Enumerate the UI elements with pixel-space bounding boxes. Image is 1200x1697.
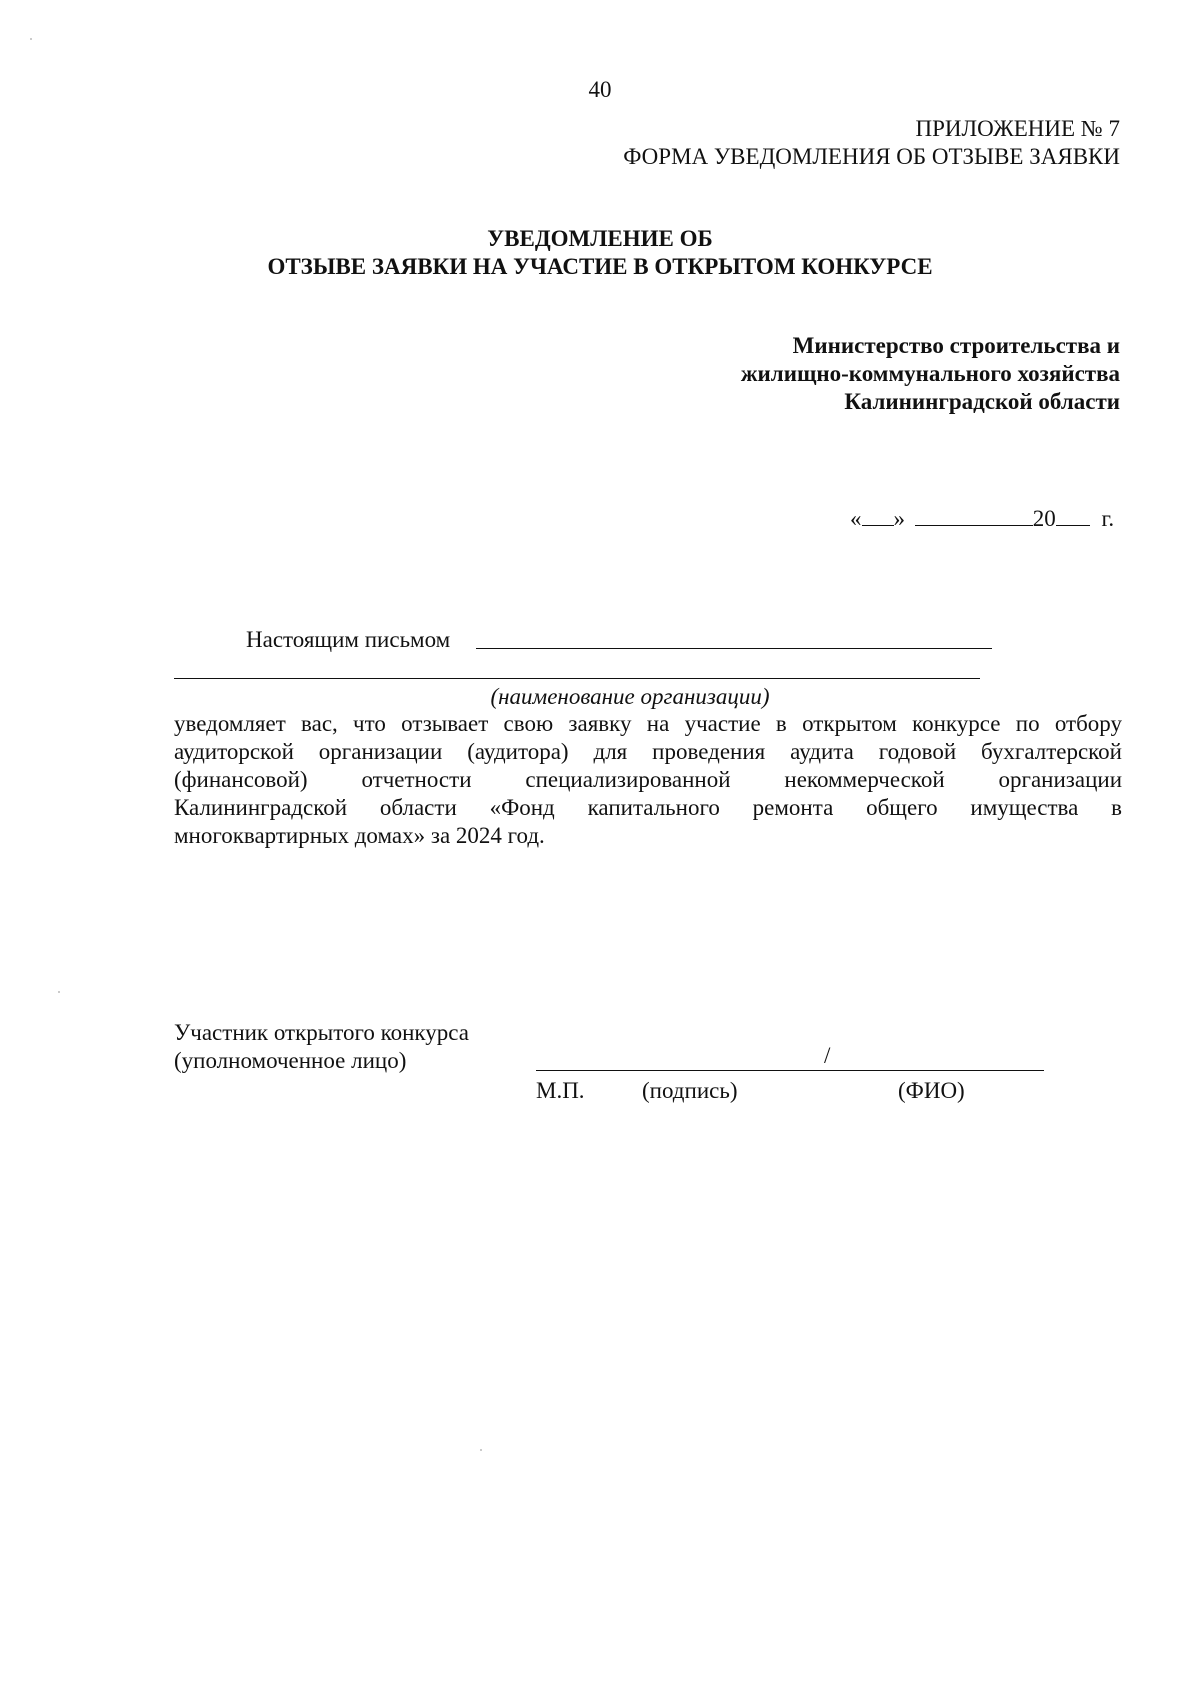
stamp-label: М.П. bbox=[536, 1078, 585, 1103]
date-year-blank bbox=[1056, 503, 1090, 526]
page-number: 40 bbox=[588, 77, 612, 102]
addressee-line2: жилищно-коммунального хозяйства bbox=[740, 361, 1120, 386]
addressee-line3: Калининградской области bbox=[844, 389, 1120, 414]
signature-caption: (подпись) bbox=[642, 1078, 738, 1103]
date-year-suffix: г. bbox=[1101, 506, 1115, 531]
document-title-line1: УВЕДОМЛЕНИЕ ОБ bbox=[487, 226, 713, 251]
letter-body-line1: уведомляет вас, что отзывает свою заявку на участие в открытом конкурсе по отбору bbox=[174, 711, 1122, 736]
date-open-quote: « bbox=[850, 506, 862, 531]
full-name-caption: (ФИО) bbox=[898, 1078, 965, 1103]
letter-body-line2: аудиторской организации (аудитора) для проведения аудита годовой бухгалтерской bbox=[174, 739, 1122, 764]
date-year-prefix: 20 bbox=[1032, 506, 1056, 531]
letter-body-line4: Калининградской области «Фонд капитального ремонта общего имущества в bbox=[174, 795, 1122, 820]
authorized-person-label: (уполномоченное лицо) bbox=[174, 1048, 407, 1073]
letter-body-line3: (финансовой) отчетности специализированной некоммерческой организации bbox=[174, 767, 1122, 792]
addressee-line1: Министерство строительства и bbox=[792, 333, 1120, 358]
date-day-blank bbox=[862, 503, 894, 526]
document-title-line2: ОТЗЫВЕ ЗАЯВКИ НА УЧАСТИЕ В ОТКРЫТОМ КОНКУРСЕ bbox=[267, 254, 933, 279]
letter-body-last-line: многоквартирных домах» за 2024 год. bbox=[174, 823, 545, 848]
scan-speck bbox=[480, 1449, 482, 1451]
appendix-form-title: ФОРМА УВЕДОМЛЕНИЯ ОБ ОТЗЫВЕ ЗАЯВКИ bbox=[623, 144, 1120, 169]
appendix-number: ПРИЛОЖЕНИЕ № 7 bbox=[915, 116, 1120, 141]
organization-name-blank-2 bbox=[174, 678, 980, 679]
date-close-quote: » bbox=[893, 506, 905, 531]
signature-separator-slash: / bbox=[824, 1043, 831, 1068]
scan-speck bbox=[58, 991, 60, 993]
date-line bbox=[850, 503, 1114, 533]
signature-blank-line bbox=[536, 1070, 1044, 1071]
date-month-blank bbox=[915, 503, 1033, 526]
organization-name-blank-1 bbox=[476, 648, 992, 649]
participant-label: Участник открытого конкурса bbox=[174, 1020, 469, 1045]
scan-speck bbox=[30, 38, 32, 40]
organization-caption: (наименование организации) bbox=[490, 684, 770, 709]
letter-intro: Настоящим письмом bbox=[246, 627, 451, 652]
